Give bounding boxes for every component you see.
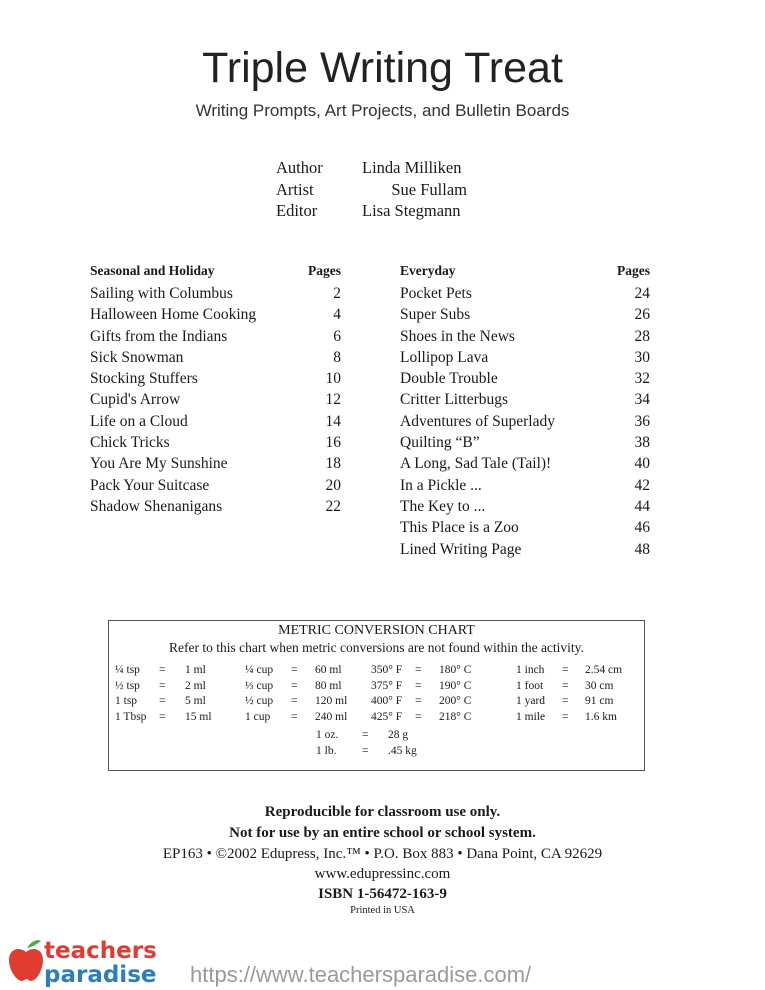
toc-entry [400, 519, 650, 540]
metric-unit-from: ½ tsp [115, 679, 140, 692]
page-subtitle: Writing Prompts, Art Projects, and Bulletin Boards [195, 101, 570, 120]
toc-entry-page: 14 [325, 412, 341, 430]
toc-entry-title: The Key to ... [400, 497, 486, 515]
metric-unit-to: 240 ml [315, 710, 348, 723]
toc-entry [90, 477, 341, 498]
toc-entry [90, 434, 341, 455]
toc-entry [400, 498, 650, 519]
metric-conversion-chart [108, 620, 645, 771]
toc-entry [400, 328, 650, 349]
metric-unit-to: 180° C [439, 664, 472, 676]
metric-unit-from: 1 foot [516, 679, 544, 692]
toc-everyday [400, 263, 650, 562]
metric-chart-note: Refer to this chart when metric conversions are not found within the activity. [169, 640, 584, 655]
metric-unit-to: 1 ml [185, 664, 206, 676]
toc-entry [400, 306, 650, 327]
metric-unit-to: 28 g [388, 729, 409, 741]
toc-entry-page: 12 [325, 391, 341, 409]
toc-entry-title: In a Pickle ... [400, 476, 482, 494]
toc-entry-title: Chick Tricks [90, 434, 170, 452]
metric-unit-to: 60 ml [315, 664, 342, 676]
metric-unit-from: 1 inch [516, 664, 545, 676]
toc-entry-title: A Long, Sad Tale (Tail)! [400, 455, 552, 473]
credit-row-author [276, 158, 476, 180]
metric-equals: = [415, 695, 422, 707]
metric-unit-to: 2.54 cm [585, 664, 623, 676]
metric-equals: = [562, 679, 569, 692]
metric-equals: = [291, 695, 298, 707]
footer-publisher: EP163 • ©2002 Edupress, Inc.™ • P.O. Box 883 • Dana Point, CA 92629 [162, 846, 603, 862]
metric-equals: = [415, 664, 422, 676]
footer-printed: Printed in USA [350, 905, 415, 916]
metric-equals: = [159, 695, 166, 707]
page-title: Triple Writing Treat [202, 44, 563, 92]
metric-equals: = [362, 729, 369, 741]
toc-entry-page: 44 [634, 497, 650, 515]
credit-name: Lisa Stegmann [362, 201, 461, 220]
watermark-url: https://www.teachersparadise.com/ [190, 962, 532, 987]
credit-role: Artist [276, 179, 314, 199]
metric-equals: = [291, 710, 298, 723]
metric-unit-from: 1 cup [245, 710, 271, 723]
metric-unit-to: 190° C [439, 679, 472, 692]
toc-seasonal-holiday [90, 263, 341, 519]
toc-entry-title: Halloween Home Cooking [90, 306, 257, 324]
metric-unit-from: 400° F [371, 695, 403, 707]
toc-entry-page: 20 [325, 476, 341, 494]
metric-unit-from: 1 Tbsp [115, 710, 147, 723]
metric-unit-from: 350° F [371, 664, 403, 676]
toc-entry-page: 38 [634, 434, 650, 452]
toc-entry [90, 498, 341, 519]
toc-entry-title: Quilting “B” [400, 434, 480, 452]
toc-entry [400, 455, 650, 476]
logo-text-bottom: paradise [44, 962, 157, 988]
metric-unit-from: ¼ cup [245, 664, 274, 676]
toc-entry-page: 34 [634, 391, 650, 409]
toc-entry-page: 10 [325, 370, 341, 388]
metric-equals: = [562, 664, 569, 676]
metric-unit-from: 375° F [371, 679, 403, 692]
toc-entry-title: You Are My Sunshine [90, 455, 228, 473]
toc-entry-page: 2 [333, 285, 341, 302]
toc-entry-title: Lined Writing Page [400, 540, 522, 558]
credit-name: Linda Milliken [362, 158, 462, 177]
metric-unit-from: 1 yard [516, 695, 546, 707]
toc-entry-page: 40 [634, 455, 650, 473]
toc-entry-title: Gifts from the Indians [90, 327, 228, 345]
credit-role: Author [276, 158, 323, 177]
toc-entry-title: Critter Litterbugs [400, 391, 509, 409]
toc-entry-title: Pocket Pets [400, 285, 472, 302]
credits-block [276, 158, 476, 223]
metric-unit-to: 120 ml [315, 695, 348, 707]
toc-entry-title: Life on a Cloud [90, 412, 188, 430]
metric-unit-to: 91 cm [585, 695, 614, 707]
metric-unit-to: 200° C [439, 695, 472, 707]
metric-unit-from: 1 oz. [316, 729, 339, 741]
toc-entry-title: Sailing with Columbus [90, 285, 233, 302]
footer-isbn: ISBN 1-56472-163-9 [318, 886, 447, 902]
toc-entry-title: Shoes in the News [400, 327, 515, 345]
toc-entry-title: This Place is a Zoo [400, 519, 519, 537]
metric-unit-to: 80 ml [315, 679, 342, 692]
metric-unit-from: 1 mile [516, 710, 546, 723]
toc-entry [400, 391, 650, 412]
toc-entry-title: Shadow Shenanigans [90, 497, 223, 515]
toc-entry [90, 413, 341, 434]
metric-unit-from: ⅓ cup [245, 679, 274, 692]
toc-header [400, 263, 650, 285]
toc-entry [90, 285, 341, 306]
toc-entry [90, 455, 341, 476]
metric-equals: = [159, 679, 166, 692]
toc-entry-title: Stocking Stuffers [90, 370, 198, 388]
toc-entry-page: 46 [634, 519, 650, 537]
toc-section-heading: Seasonal and Holiday [90, 263, 215, 278]
metric-equals: = [562, 710, 569, 723]
toc-entry-page: 6 [333, 327, 341, 345]
footer-website: www.edupressinc.com [314, 866, 451, 882]
toc-entry [400, 434, 650, 455]
toc-entry-title: Sick Snowman [90, 348, 184, 366]
toc-pages-label: Pages [617, 263, 650, 278]
credit-row-artist [276, 180, 476, 202]
metric-chart-title: METRIC CONVERSION CHART [278, 623, 475, 638]
toc-pages-label: Pages [308, 263, 341, 278]
metric-unit-from: ¼ tsp [115, 664, 140, 676]
toc-entry-page: 4 [333, 306, 341, 324]
toc-entry [90, 328, 341, 349]
toc-entry-page: 8 [333, 348, 341, 366]
toc-entry-title: Super Subs [400, 306, 471, 324]
toc-entry [400, 370, 650, 391]
footer-restriction: Not for use by an entire school or school system. [229, 825, 536, 841]
metric-unit-to: 2 ml [185, 679, 206, 692]
toc-entry [90, 306, 341, 327]
toc-entry-page: 28 [634, 327, 650, 345]
footer-reproducible: Reproducible for classroom use only. [264, 804, 501, 820]
toc-entry [400, 413, 650, 434]
toc-entry-page: 22 [325, 497, 341, 515]
toc-entry-title: Double Trouble [400, 370, 498, 388]
metric-equals: = [415, 710, 422, 723]
toc-section-heading: Everyday [400, 263, 456, 278]
toc-entry [400, 285, 650, 306]
metric-unit-to: 15 ml [185, 710, 212, 723]
metric-equals: = [362, 744, 369, 757]
metric-unit-from: 1 lb. [316, 744, 337, 757]
metric-unit-to: 218° C [439, 710, 472, 723]
toc-entry [400, 477, 650, 498]
metric-equals: = [291, 664, 298, 676]
credit-name: Sue Fullam [391, 179, 467, 199]
metric-unit-to: .45 kg [388, 744, 417, 757]
metric-equals: = [291, 679, 298, 692]
metric-equals: = [159, 710, 166, 723]
toc-entry-page: 36 [634, 412, 650, 430]
toc-entry [90, 370, 341, 391]
toc-entry [90, 391, 341, 412]
toc-entry-title: Cupid's Arrow [90, 391, 181, 409]
metric-unit-to: 5 ml [185, 695, 206, 707]
toc-entry [90, 349, 341, 370]
apple-icon [8, 938, 46, 982]
toc-entry-title: Adventures of Superlady [400, 412, 555, 430]
toc-entry-page: 30 [634, 348, 650, 366]
metric-equals: = [159, 664, 166, 676]
toc-entry [400, 349, 650, 370]
credit-role: Editor [276, 201, 318, 220]
toc-entry [400, 541, 650, 562]
toc-entry-title: Lollipop Lava [400, 348, 489, 366]
metric-unit-to: 1.6 km [585, 710, 617, 723]
toc-entry-page: 42 [634, 476, 650, 494]
metric-unit-from: 425° F [371, 710, 403, 723]
logo-text-top: teachers [44, 938, 157, 964]
metric-equals: = [415, 679, 422, 692]
toc-header [90, 263, 341, 285]
metric-unit-from: ½ cup [245, 695, 274, 707]
metric-unit-to: 30 cm [585, 679, 614, 692]
toc-entry-page: 18 [325, 455, 341, 473]
toc-entry-page: 48 [634, 540, 650, 558]
toc-entry-title: Pack Your Suitcase [90, 476, 210, 494]
toc-entry-page: 26 [634, 306, 650, 324]
toc-entry-page: 24 [634, 285, 650, 302]
toc-entry-page: 32 [634, 370, 650, 388]
toc-entry-page: 16 [325, 434, 341, 452]
metric-equals: = [562, 695, 569, 707]
credit-row-editor [276, 201, 476, 223]
metric-unit-from: 1 tsp [115, 695, 138, 707]
